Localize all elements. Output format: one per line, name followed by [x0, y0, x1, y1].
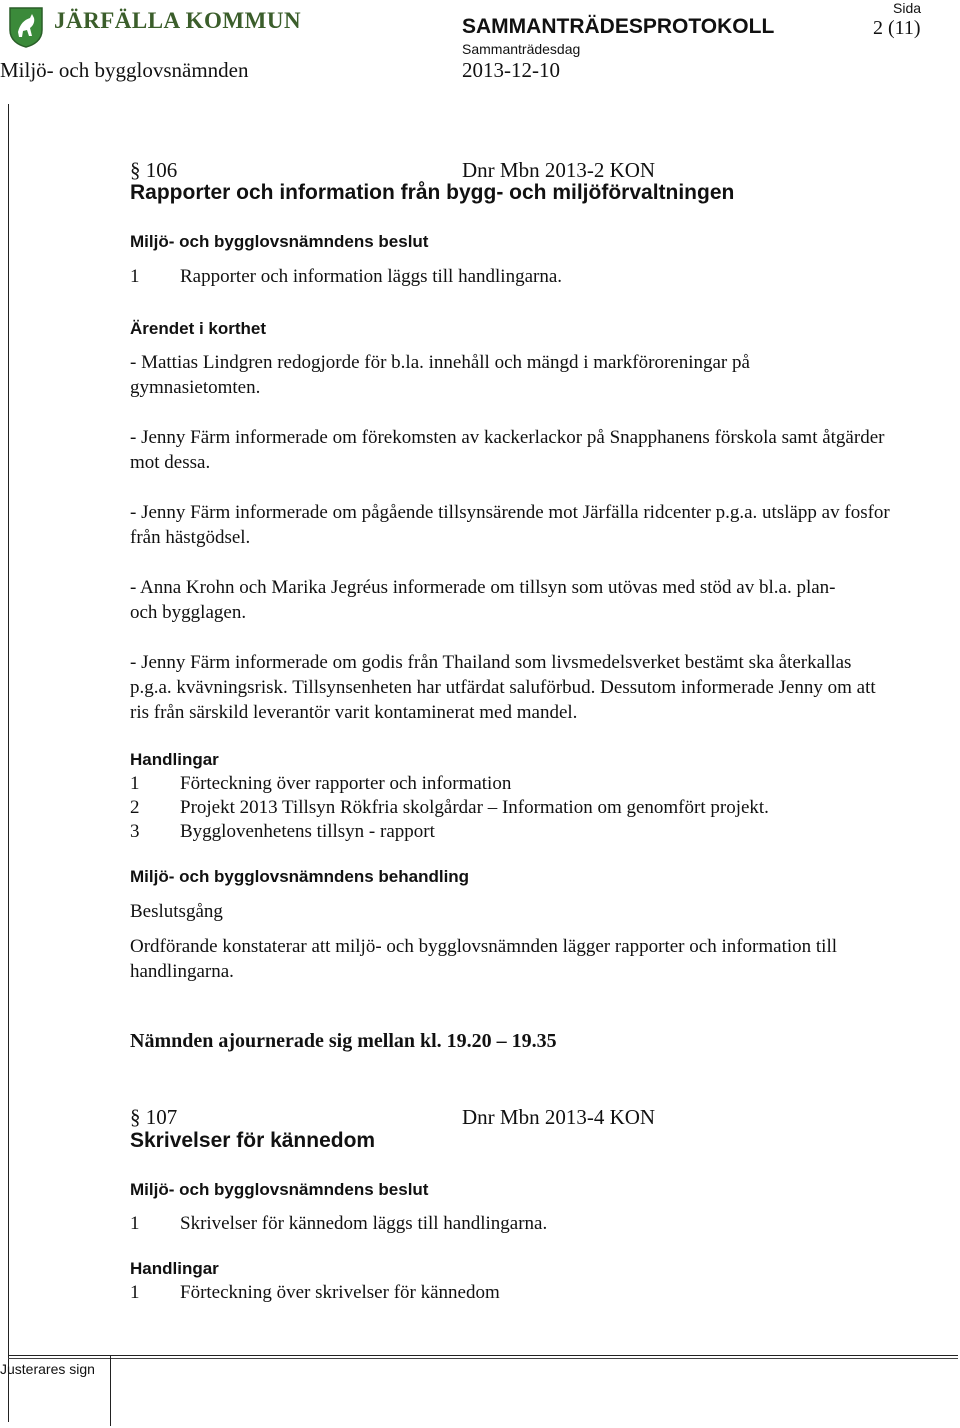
meeting-date-label: Sammanträdesdag [462, 41, 581, 57]
decision-item [130, 1211, 890, 1236]
item-number: 1 [130, 1282, 140, 1303]
summary-paragraph: - Jenny Färm informerade om förekomsten av kackerlackor på Snapphanens förskola samt åtgärder mot dessa. [130, 427, 885, 473]
dnr: Dnr Mbn 2013-2 KON [462, 158, 656, 182]
item-text: Förteckning över rapporter och information [180, 773, 512, 794]
decision-heading: Miljö- och bygglovsnämndens beslut [130, 232, 429, 251]
dnr: Dnr Mbn 2013-4 KON [462, 1105, 656, 1129]
summary-paragraph: - Anna Krohn och Marika Jegréus informerade om tillsyn som utövas med stöd av bl.a. plan- och bygglagen. [130, 577, 836, 623]
section-number: 107 [145, 1105, 178, 1129]
item-text: Projekt 2013 Tillsyn Rökfria skolgårdar – Information om genomfört projekt. [180, 797, 769, 818]
item-text: Förteckning över skrivelser för kännedom [180, 1282, 500, 1303]
committee-name: Miljö- och bygglovsnämnden [0, 58, 249, 82]
item-number: 1 [130, 1213, 140, 1234]
document-title: SAMMANTRÄDESPROTOKOLL [462, 15, 775, 38]
footer-rule [8, 1358, 958, 1359]
summary-paragraph: - Mattias Lindgren redogjorde för b.la. innehåll och mängd i markföroreningar på gymnasietomten. [130, 352, 750, 398]
footer-rule [8, 1355, 958, 1356]
paragraph-sign-icon: § [130, 158, 146, 182]
documents-heading: Handlingar [130, 750, 219, 769]
meeting-date: 2013-12-10 [462, 58, 560, 82]
procedure-text: Ordförande konstaterar att miljö- och bygglovsnämnden lägger rapporter och information till handlingarna. [130, 936, 838, 982]
paragraph-sign-icon: § [130, 1105, 146, 1129]
signature-label: Justerares sign [0, 1361, 95, 1377]
section-title: Rapporter och information från bygg- och miljöförvaltningen [130, 181, 735, 204]
municipality-logo-icon [8, 6, 44, 48]
summary-paragraph: - Jenny Färm informerade om pågående tillsynsärende mot Järfälla ridcenter p.g.a. utsläpp av fosfor från hästgödsel. [130, 502, 890, 548]
procedure-heading: Beslutsgång [130, 901, 223, 922]
summary-paragraph: - Jenny Färm informerade om godis från Thailand som livsmedelsverket bestämt ska återkallas p.g.a. kvävningsrisk. Tillsynsenheten har utfärdat saluförbud. Dessutom informerade Jenny om att ris från särskild leverantör varit kontaminerat med mandel. [130, 652, 876, 723]
documents-heading: Handlingar [130, 1259, 219, 1278]
item-number: 1 [130, 773, 140, 794]
item-text: Skrivelser för kännedom läggs till handlingarna. [180, 1213, 548, 1234]
item-number: 2 [130, 797, 140, 818]
summary-heading: Ärendet i korthet [130, 319, 267, 338]
page-label: Sida [893, 0, 922, 16]
deliberation-heading: Miljö- och bygglovsnämndens behandling [130, 867, 470, 886]
page-number: 2 (11) [873, 17, 921, 39]
item-text: Bygglovenhetens tillsyn - rapport [180, 821, 435, 842]
decision-heading: Miljö- och bygglovsnämndens beslut [130, 1180, 429, 1199]
decision-item [130, 264, 890, 289]
item-text: Rapporter och information läggs till handlingarna. [180, 266, 563, 287]
list-item [130, 819, 890, 844]
item-number: 1 [130, 266, 140, 287]
item-number: 3 [130, 821, 140, 842]
list-item [130, 1280, 890, 1305]
signature-divider [110, 1356, 111, 1426]
org-name: JÄRFÄLLA KOMMUN [54, 8, 302, 33]
list-item [130, 771, 890, 796]
section-number: 106 [145, 158, 178, 182]
left-margin-rule [8, 104, 9, 1422]
section-title: Skrivelser för kännedom [130, 1129, 376, 1152]
list-item [130, 795, 890, 820]
section-107-header [130, 1105, 890, 1130]
section-106-header [130, 158, 890, 183]
adjournment-note: Nämnden ajournerade sig mellan kl. 19.20 – 19.35 [130, 1030, 557, 1052]
